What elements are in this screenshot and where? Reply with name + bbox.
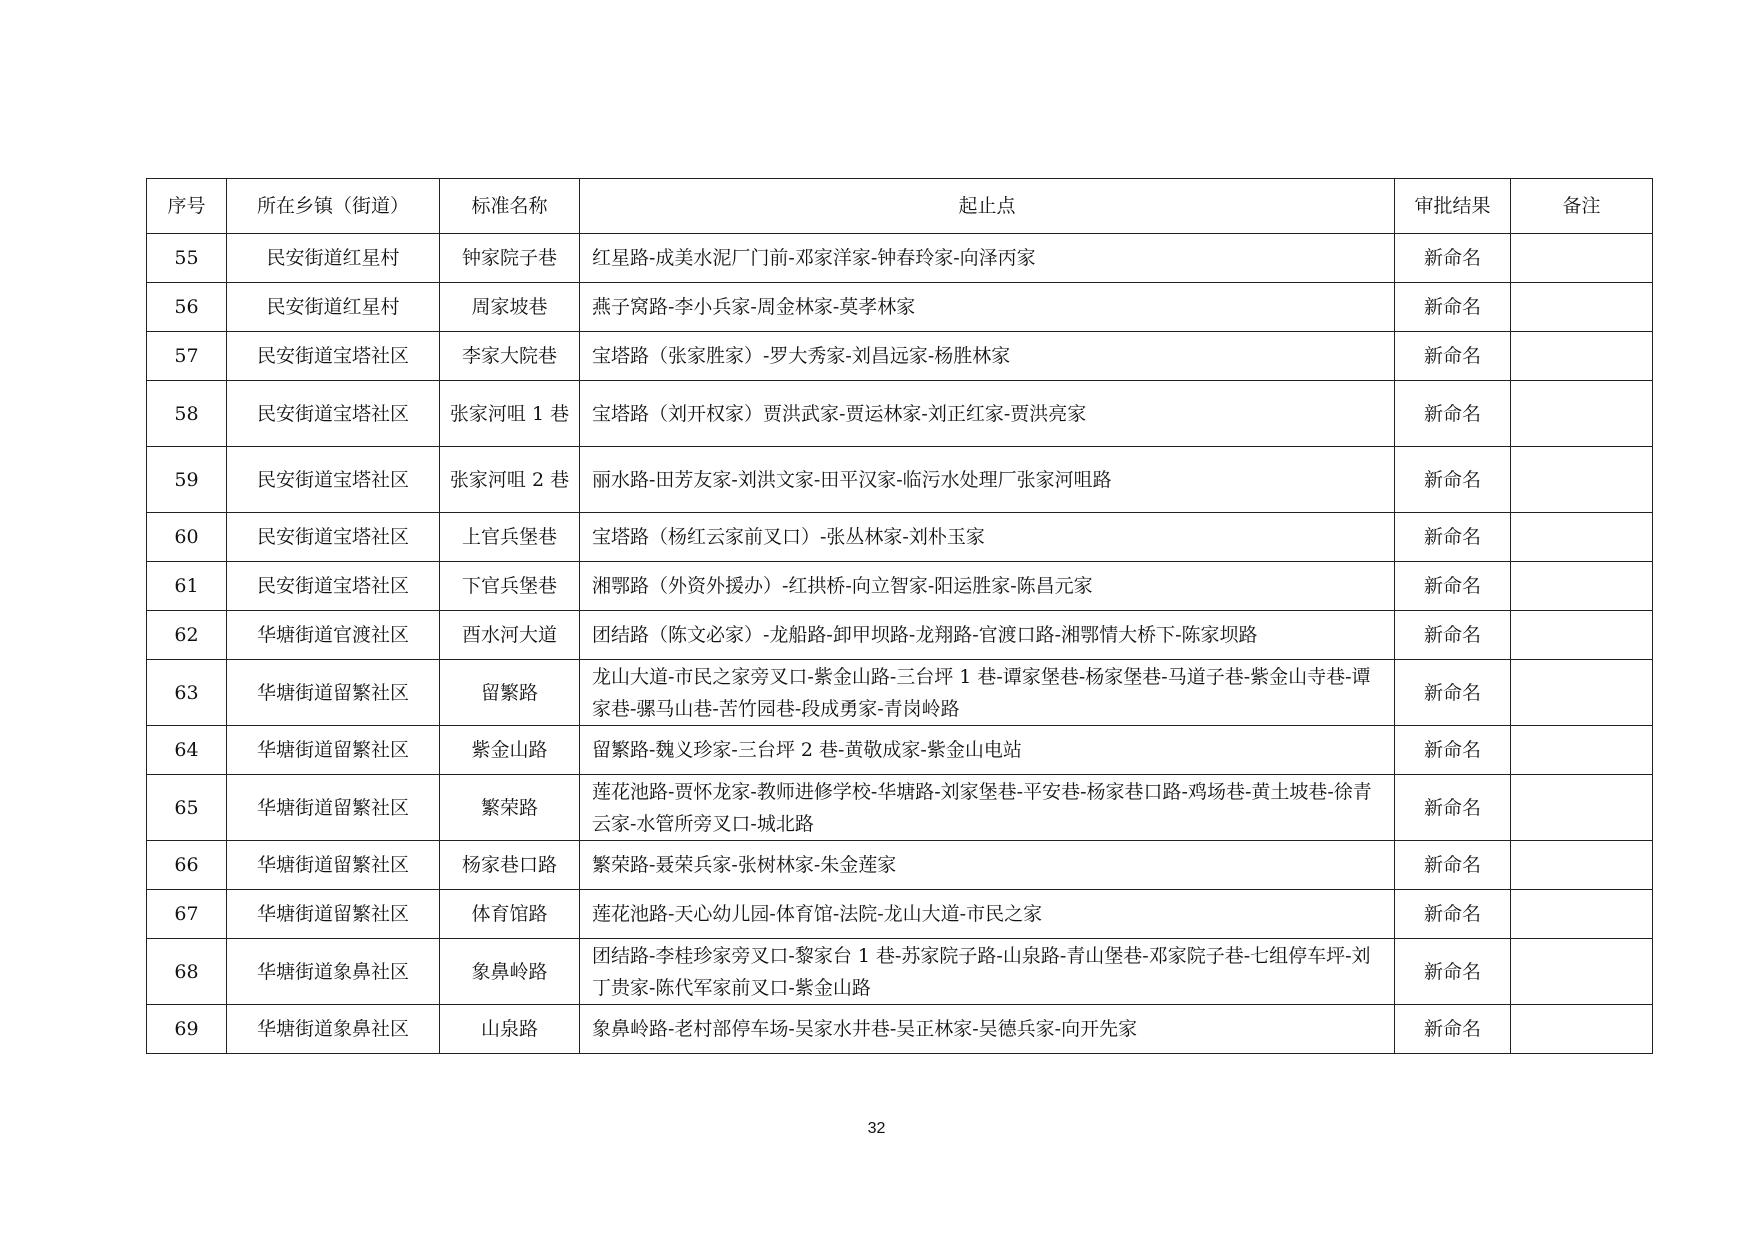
header-town: 所在乡镇（街道） [227,179,440,234]
cell-standard-name: 周家坡巷 [440,283,580,332]
cell-approval-result: 新命名 [1395,562,1511,611]
table-row [147,611,1653,660]
cell-town: 华塘街道留繁社区 [227,726,440,775]
table-row [147,562,1653,611]
cell-serial-number: 61 [147,562,227,611]
cell-town: 民安街道宝塔社区 [227,447,440,513]
table-row [147,234,1653,283]
cell-standard-name: 山泉路 [440,1005,580,1054]
cell-remarks [1511,234,1653,283]
cell-serial-number: 66 [147,841,227,890]
table-row [147,775,1653,841]
cell-remarks [1511,660,1653,726]
cell-route: 团结路-李桂珍家旁叉口-黎家台 1 巷-苏家院子路-山泉路-青山堡巷-邓家院子巷-七组停车坪-刘丁贵家-陈代军家前叉口-紫金山路 [580,939,1395,1005]
cell-remarks [1511,513,1653,562]
cell-serial-number: 58 [147,381,227,447]
cell-remarks [1511,381,1653,447]
cell-route: 湘鄂路（外资外援办）-红拱桥-向立智家-阳运胜家-陈昌元家 [580,562,1395,611]
cell-approval-result: 新命名 [1395,841,1511,890]
cell-remarks [1511,611,1653,660]
cell-route: 燕子窝路-李小兵家-周金林家-莫孝林家 [580,283,1395,332]
cell-serial-number: 67 [147,890,227,939]
cell-serial-number: 62 [147,611,227,660]
cell-approval-result: 新命名 [1395,890,1511,939]
cell-serial-number: 55 [147,234,227,283]
cell-approval-result: 新命名 [1395,381,1511,447]
cell-standard-name: 留繁路 [440,660,580,726]
cell-standard-name: 紫金山路 [440,726,580,775]
table-row [147,283,1653,332]
cell-standard-name: 体育馆路 [440,890,580,939]
cell-serial-number: 56 [147,283,227,332]
cell-standard-name: 钟家院子巷 [440,234,580,283]
cell-route: 莲花池路-天心幼儿园-体育馆-法院-龙山大道-市民之家 [580,890,1395,939]
cell-route: 宝塔路（杨红云家前叉口）-张丛林家-刘朴玉家 [580,513,1395,562]
cell-remarks [1511,841,1653,890]
cell-approval-result: 新命名 [1395,1005,1511,1054]
cell-remarks [1511,726,1653,775]
cell-route: 宝塔路（刘开权家）贾洪武家-贾运林家-刘正红家-贾洪亮家 [580,381,1395,447]
cell-town: 民安街道红星村 [227,283,440,332]
cell-town: 民安街道红星村 [227,234,440,283]
table-row [147,841,1653,890]
cell-town: 民安街道宝塔社区 [227,332,440,381]
cell-standard-name: 下官兵堡巷 [440,562,580,611]
cell-route: 丽水路-田芳友家-刘洪文家-田平汉家-临污水处理厂张家河咀路 [580,447,1395,513]
header-standard-name: 标准名称 [440,179,580,234]
cell-serial-number: 64 [147,726,227,775]
cell-route: 留繁路-魏义珍家-三台坪 2 巷-黄敬成家-紫金山电站 [580,726,1395,775]
cell-route: 象鼻岭路-老村部停车场-吴家水井巷-吴正林家-吴德兵家-向开先家 [580,1005,1395,1054]
cell-remarks [1511,775,1653,841]
table-row [147,890,1653,939]
cell-approval-result: 新命名 [1395,513,1511,562]
cell-approval-result: 新命名 [1395,660,1511,726]
cell-standard-name: 张家河咀 1 巷 [440,381,580,447]
table-row [147,381,1653,447]
cell-remarks [1511,332,1653,381]
table-row [147,447,1653,513]
cell-remarks [1511,890,1653,939]
cell-standard-name: 象鼻岭路 [440,939,580,1005]
cell-standard-name: 繁荣路 [440,775,580,841]
cell-serial-number: 63 [147,660,227,726]
cell-standard-name: 张家河咀 2 巷 [440,447,580,513]
cell-remarks [1511,562,1653,611]
cell-route: 繁荣路-聂荣兵家-张树林家-朱金莲家 [580,841,1395,890]
cell-town: 华塘街道留繁社区 [227,890,440,939]
cell-town: 民安街道宝塔社区 [227,513,440,562]
header-remarks: 备注 [1511,179,1653,234]
cell-serial-number: 57 [147,332,227,381]
cell-approval-result: 新命名 [1395,775,1511,841]
cell-remarks [1511,283,1653,332]
cell-route: 红星路-成美水泥厂门前-邓家洋家-钟春玲家-向泽丙家 [580,234,1395,283]
cell-route: 宝塔路（张家胜家）-罗大秀家-刘昌远家-杨胜林家 [580,332,1395,381]
header-approval-result: 审批结果 [1395,179,1511,234]
table-row [147,726,1653,775]
cell-approval-result: 新命名 [1395,234,1511,283]
cell-town: 华塘街道官渡社区 [227,611,440,660]
cell-town: 华塘街道留繁社区 [227,775,440,841]
cell-town: 民安街道宝塔社区 [227,562,440,611]
table-row [147,939,1653,1005]
cell-approval-result: 新命名 [1395,611,1511,660]
cell-town: 华塘街道留繁社区 [227,841,440,890]
table-row [147,513,1653,562]
table-row [147,660,1653,726]
cell-route: 龙山大道-市民之家旁叉口-紫金山路-三台坪 1 巷-谭家堡巷-杨家堡巷-马道子巷-紫金山寺巷-谭家巷-骡马山巷-苦竹园巷-段成勇家-青岗岭路 [580,660,1395,726]
cell-standard-name: 李家大院巷 [440,332,580,381]
cell-standard-name: 杨家巷口路 [440,841,580,890]
header-route: 起止点 [580,179,1395,234]
cell-serial-number: 69 [147,1005,227,1054]
cell-approval-result: 新命名 [1395,939,1511,1005]
table-header-row [147,179,1653,234]
road-naming-table [146,178,1653,1054]
cell-remarks [1511,939,1653,1005]
cell-approval-result: 新命名 [1395,726,1511,775]
cell-town: 民安街道宝塔社区 [227,381,440,447]
cell-serial-number: 65 [147,775,227,841]
cell-town: 华塘街道象鼻社区 [227,939,440,1005]
cell-remarks [1511,447,1653,513]
table-row [147,332,1653,381]
cell-remarks [1511,1005,1653,1054]
cell-approval-result: 新命名 [1395,332,1511,381]
cell-town: 华塘街道留繁社区 [227,660,440,726]
page-number: 32 [867,1120,886,1137]
header-serial-number: 序号 [147,179,227,234]
cell-route: 团结路（陈文必家）-龙船路-卸甲坝路-龙翔路-官渡口路-湘鄂情大桥下-陈家坝路 [580,611,1395,660]
cell-serial-number: 68 [147,939,227,1005]
cell-route: 莲花池路-贾怀龙家-教师进修学校-华塘路-刘家堡巷-平安巷-杨家巷口路-鸡场巷-黄土坡巷-徐青云家-水管所旁叉口-城北路 [580,775,1395,841]
cell-standard-name: 上官兵堡巷 [440,513,580,562]
cell-town: 华塘街道象鼻社区 [227,1005,440,1054]
cell-standard-name: 酉水河大道 [440,611,580,660]
cell-approval-result: 新命名 [1395,447,1511,513]
cell-approval-result: 新命名 [1395,283,1511,332]
table-row [147,1005,1653,1054]
cell-serial-number: 59 [147,447,227,513]
cell-serial-number: 60 [147,513,227,562]
